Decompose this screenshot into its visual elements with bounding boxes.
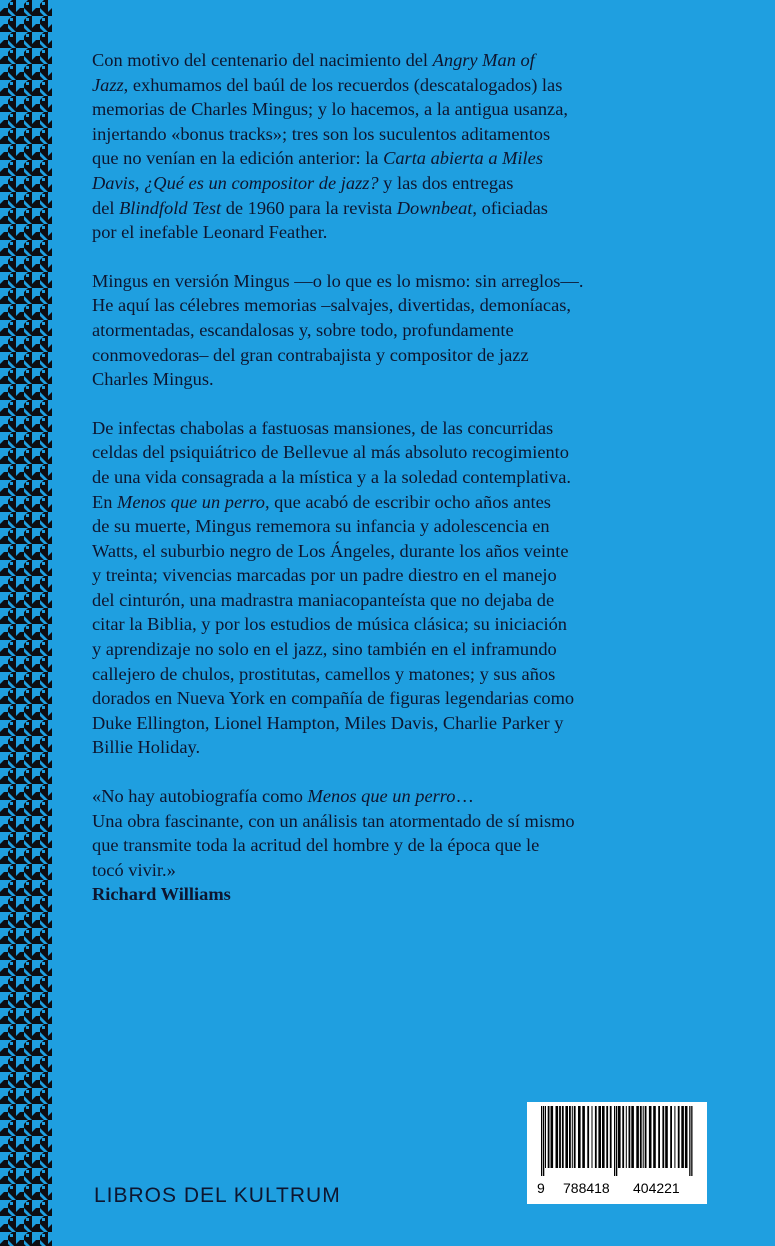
barcode-guard-bar [691, 1106, 692, 1176]
barcode-bar [678, 1106, 680, 1168]
italic-title: Menos que un perro [307, 786, 456, 807]
barcode-bar [595, 1106, 597, 1168]
text-line: Billie Holiday. [92, 737, 201, 758]
text-line: Davis, ¿Qué es un compositor de jazz? y las dos entregas [92, 172, 514, 193]
text-line: Una obra fascinante, con un análisis tan atormentado de sí mismo [92, 810, 575, 831]
text-line: del Blindfold Test de 1960 para la revista Downbeat, oficiadas [92, 197, 548, 218]
text-line: callejero de chulos, prostitutas, camellos y matones; y sus años [92, 663, 556, 684]
barcode-bar [685, 1106, 688, 1168]
text-line: Duke Ellington, Lionel Hampton, Miles Davis, Charlie Parker y [92, 712, 564, 733]
barcode-bar [559, 1106, 561, 1168]
barcode-left-group: 788418 [563, 1180, 610, 1196]
barcode-guard-bar [541, 1106, 542, 1176]
text-line: del cinturón, una madrastra maniacopanteísta que no dejaba de [92, 589, 555, 610]
barcode-bar [643, 1106, 644, 1168]
barcode-bar [602, 1106, 605, 1168]
text-line: De infectas chabolas a fastuosas mansiones, de las concurridas [92, 417, 554, 438]
barcode-bar [681, 1106, 684, 1168]
houndstooth-spine-pattern [0, 0, 52, 1246]
barcode-first-digit: 9 [537, 1180, 545, 1196]
barcode-bar [556, 1106, 559, 1168]
text-line: Mingus en versión Mingus —o lo que es lo mismo: sin arreglos—. [92, 270, 584, 291]
paragraph [92, 416, 712, 760]
barcode-bar [562, 1106, 564, 1168]
barcode-bar [622, 1106, 624, 1168]
italic-title: Menos que un perro [117, 491, 265, 512]
barcode-bar [598, 1106, 601, 1168]
barcode-guard-bar [543, 1106, 544, 1176]
text-line: injertando «bonus tracks»; tres son los suculentos aditamentos [92, 123, 551, 144]
barcode-bar [645, 1106, 647, 1168]
barcode-bar [670, 1106, 672, 1168]
barcode-bar [662, 1106, 664, 1168]
barcode-bar [674, 1106, 675, 1168]
barcode-bar [606, 1106, 608, 1168]
text-line: Charles Mingus. [92, 369, 214, 390]
quote-paragraph [92, 784, 712, 882]
text-line: que transmite toda la acritud del hombre y de la época que le [92, 835, 540, 856]
barcode-bar [587, 1106, 589, 1168]
text-line: que no venían en la edición anterior: la Carta abierta a Miles [92, 148, 543, 169]
text-line: «No hay autobiografía como Menos que un perro… [92, 786, 474, 807]
paragraph [92, 48, 712, 245]
barcode-bar [636, 1106, 639, 1168]
italic-title: Davis [92, 172, 135, 193]
barcode-bar [631, 1106, 634, 1168]
barcode-bar [551, 1106, 554, 1168]
barcode-bar [565, 1106, 568, 1168]
text-line: celdas del psiquiátrico de Bellevue al más absoluto recogimiento [92, 442, 569, 463]
italic-title: Carta abierta a Miles [383, 148, 543, 169]
text-line: Con motivo del centenario del nacimiento del Angry Man of [92, 50, 535, 70]
text-line: citar la Biblia, y por los estudios de música clásica; su iniciación [92, 614, 567, 635]
barcode-right-group: 404221 [633, 1180, 680, 1196]
barcode-bar [578, 1106, 581, 1168]
barcode-bars [537, 1106, 697, 1176]
barcode-bar [548, 1106, 550, 1168]
barcode-guard-bar [689, 1106, 690, 1176]
barcode-bar [569, 1106, 571, 1168]
italic-title: Angry Man of [432, 50, 535, 70]
italic-title: Jazz [92, 74, 124, 95]
barcode-bar [618, 1106, 621, 1168]
barcode-bar [665, 1106, 668, 1168]
text-line: por el inefable Leonard Feather. [92, 222, 328, 243]
italic-title: ¿Qué es un compositor de jazz? [144, 172, 379, 193]
italic-title: Blindfold Test [119, 197, 222, 218]
barcode-bar [658, 1106, 660, 1168]
barcode-bar [640, 1106, 642, 1168]
isbn-barcode [527, 1102, 707, 1204]
text-line: En Menos que un perro, que acabó de escribir ocho años antes [92, 491, 551, 512]
text-line: Jazz, exhumamos del baúl de los recuerdos (descatalogados) las [92, 74, 563, 95]
paragraph [92, 269, 712, 392]
back-cover-text [92, 48, 712, 907]
barcode-bar [592, 1106, 593, 1168]
barcode-guard-bar [616, 1106, 617, 1176]
text-line: memorias de Charles Mingus; y lo hacemos, a la antigua usanza, [92, 99, 568, 120]
barcode-bar [572, 1106, 573, 1168]
barcode-bar [626, 1106, 627, 1168]
barcode-digits [537, 1180, 699, 1200]
text-line: dorados en Nueva York en compañía de figuras legendarias como [92, 688, 575, 709]
text-line: conmovedoras– del gran contrabajista y compositor de jazz [92, 344, 529, 365]
barcode-bar [649, 1106, 652, 1168]
barcode-bar [653, 1106, 656, 1168]
barcode-bar [582, 1106, 585, 1168]
publisher-name: LIBROS DEL KULTRUM [94, 1184, 341, 1207]
text-line: y treinta; vivencias marcadas por un padre diestro en el manejo [92, 565, 557, 586]
barcode-bar [574, 1106, 576, 1168]
barcode-bar [545, 1106, 546, 1168]
text-line: de su muerte, Mingus rememora su infancia y adolescencia en [92, 516, 550, 537]
houndstooth-pattern-icon [0, 0, 52, 1246]
text-line: atormentadas, escandalosas y, sobre todo, profundamente [92, 319, 514, 340]
quote-author: Richard Williams [92, 884, 231, 905]
barcode-bar [610, 1106, 612, 1168]
text-line: He aquí las célebres memorias –salvajes, divertidas, demoníacas, [92, 295, 572, 316]
italic-title: Downbeat [396, 197, 473, 218]
text-line: y aprendizaje no solo en el jazz, sino también en el inframundo [92, 639, 557, 660]
barcode-bar [629, 1106, 631, 1168]
text-line: Watts, el suburbio negro de Los Ángeles, durante los años veinte [92, 540, 569, 561]
text-line: de una vida consagrada a la mística y a la soledad contemplativa. [92, 466, 571, 487]
barcode-guard-bar [614, 1106, 615, 1176]
text-line: tocó vivir.» [92, 859, 176, 880]
